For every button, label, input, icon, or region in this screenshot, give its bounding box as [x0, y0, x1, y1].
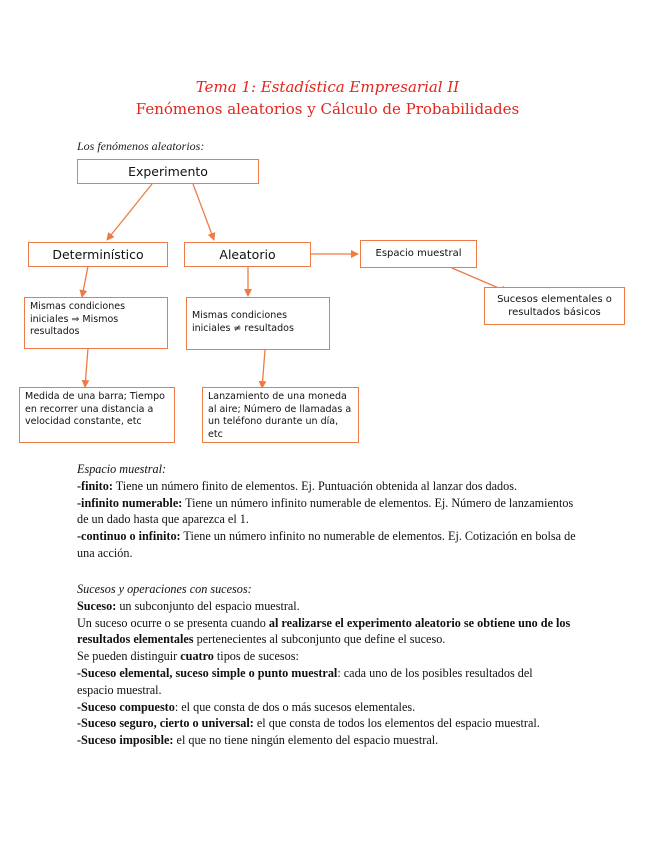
suceso-ocurre	[77, 615, 572, 649]
espacio-muestral-section	[77, 461, 577, 562]
espacio-infinito-text: Tiene un número infinito numerable de elementos. Ej. Número de lanzamientos de un dado hasta que aparezca el 1.	[77, 495, 574, 527]
node-experimento: Experimento	[77, 159, 259, 184]
espacio-infinito-term: -infinito numerable:	[77, 495, 183, 510]
espacio-muestral-label: Espacio muestral:	[77, 462, 167, 476]
espacio-continuo	[77, 528, 577, 562]
espacio-finito-text: Tiene un número finito de elementos. Ej. Puntuación obtenida al lanzar dos dados.	[112, 478, 518, 493]
suceso-ocurre-a: Un suceso ocurre o se presenta cuando	[77, 615, 269, 630]
node-ale-condiciones: Mismas condiciones iniciales ≠ resultados	[186, 297, 330, 350]
node-espacio-muestral: Espacio muestral	[360, 240, 477, 268]
arrow-det-condiciones-ejemplo	[85, 348, 88, 387]
sucesos-label: Sucesos y operaciones con sucesos:	[77, 582, 252, 596]
suceso-ocurre-c: pertenecientes al subconjunto que define el suceso.	[193, 632, 446, 647]
node-det-condiciones: Mismas condiciones iniciales ⇒ Mismos resultados	[24, 297, 168, 349]
node-deterministico: Determinístico	[28, 242, 168, 267]
node-ale-ejemplo: Lanzamiento de una moneda al aire; Número de llamadas a un teléfono durante un día, etc	[202, 387, 359, 443]
suceso-compuesto-text: : el que consta de dos o más sucesos elementales.	[174, 699, 416, 714]
espacio-continuo-term: -continuo o infinito:	[77, 529, 181, 544]
suceso-elemental-term: -Suceso elemental, suceso simple o punto muestral	[77, 665, 338, 680]
diagram-section-label: Los fenómenos aleatorios:	[77, 139, 205, 153]
suceso-seguro-term: -Suceso seguro, cierto o universal:	[77, 716, 254, 731]
espacio-continuo-text: Tiene un número infinito no numerable de elementos. Ej. Cotización en bolsa de una acción.	[77, 529, 576, 560]
suceso-compuesto-term: -Suceso compuesto	[77, 699, 175, 714]
suceso-elemental	[77, 665, 572, 699]
espacio-finito	[77, 478, 577, 495]
node-det-ejemplo: Medida de una barra; Tiempo en recorrer una distancia a velocidad constante, etc	[19, 387, 175, 443]
sucesos-section	[77, 581, 572, 749]
document-subtitle: Fenómenos aleatorios y Cálculo de Probabilidades	[135, 100, 520, 118]
suceso-imposible	[77, 732, 572, 749]
suceso-ocurre-b: al realizarse el experimento aleatorio se obtiene uno de los resultados elementales	[77, 615, 571, 647]
suceso-tipos	[77, 648, 572, 665]
espacio-finito-term: -finito:	[77, 478, 113, 493]
suceso-seguro	[77, 715, 572, 732]
suceso-seguro-text: el que consta de todos los elementos del espacio muestral.	[253, 716, 540, 731]
suceso-imposible-text: el que no tiene ningún elemento del espacio muestral.	[173, 733, 439, 748]
suceso-definicion	[77, 598, 572, 615]
suceso-tipos-c: tipos de sucesos:	[213, 649, 299, 664]
suceso-text: un subconjunto del espacio muestral.	[116, 598, 300, 613]
suceso-imposible-term: -Suceso imposible:	[77, 733, 174, 748]
node-aleatorio: Aleatorio	[184, 242, 311, 267]
arrow-experimento-deterministico	[107, 184, 152, 240]
suceso-tipos-a: Se pueden distinguir	[77, 649, 181, 664]
arrow-experimento-aleatorio	[193, 184, 214, 240]
document-title: Tema 1: Estadística Empresarial II	[195, 78, 460, 96]
node-sucesos-elementales: Sucesos elementales o resultados básicos	[484, 287, 625, 325]
suceso-tipos-b: cuatro	[180, 649, 214, 664]
suceso-compuesto	[77, 699, 572, 716]
suceso-term: Suceso:	[77, 598, 117, 613]
arrow-deterministico-condiciones	[82, 266, 88, 297]
suceso-elemental-text: : cada uno de los posibles resultados del espacio muestral.	[77, 665, 533, 697]
espacio-infinito	[77, 495, 577, 529]
arrow-ale-condiciones-ejemplo	[262, 350, 265, 388]
